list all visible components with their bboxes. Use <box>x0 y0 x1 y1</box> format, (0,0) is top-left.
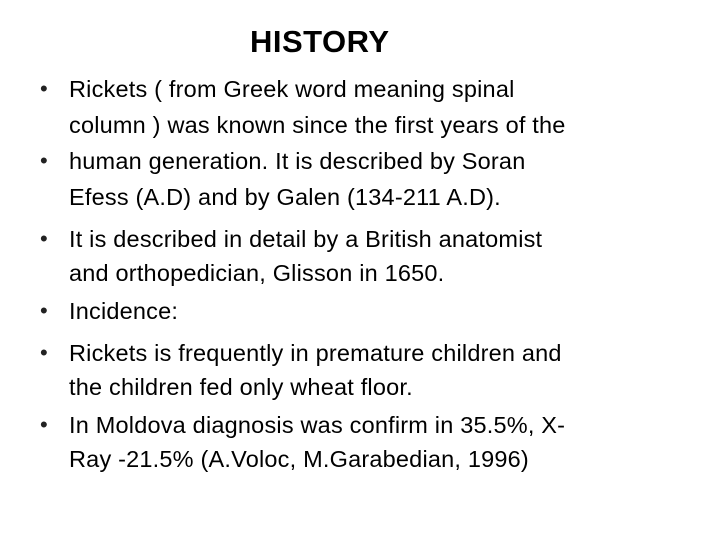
bullet-line: Rickets ( from Greek word meaning spinal <box>69 76 515 102</box>
bullet-marker: • <box>40 148 48 173</box>
bullet-line: Incidence: <box>69 298 179 324</box>
bullet-line: Rickets is frequently in premature children and <box>69 340 562 366</box>
bullet-line: and orthopedician, Glisson in 1650. <box>69 260 445 286</box>
bullet-line: Efess (A.D) and by Galen (134-211 A.D). <box>69 184 501 210</box>
bullet-line: In Moldova diagnosis was confirm in 35.5%, X- <box>69 412 566 438</box>
slide-title: HISTORY <box>250 24 390 59</box>
bullet-line: the children fed only wheat floor. <box>69 374 413 400</box>
bullet-line: It is described in detail by a British anatomist <box>69 226 543 252</box>
bullet-line: column ) was known since the first years of the <box>69 112 566 138</box>
bullet-marker: • <box>40 340 48 365</box>
bullet-marker: • <box>40 76 48 101</box>
bullet-marker: • <box>40 226 48 251</box>
bullet-marker: • <box>40 298 48 323</box>
bullet-line: human generation. It is described by Soran <box>69 148 526 174</box>
bullet-line: Ray -21.5% (A.Voloc, M.Garabedian, 1996) <box>69 446 529 472</box>
bullet-marker: • <box>40 412 48 437</box>
